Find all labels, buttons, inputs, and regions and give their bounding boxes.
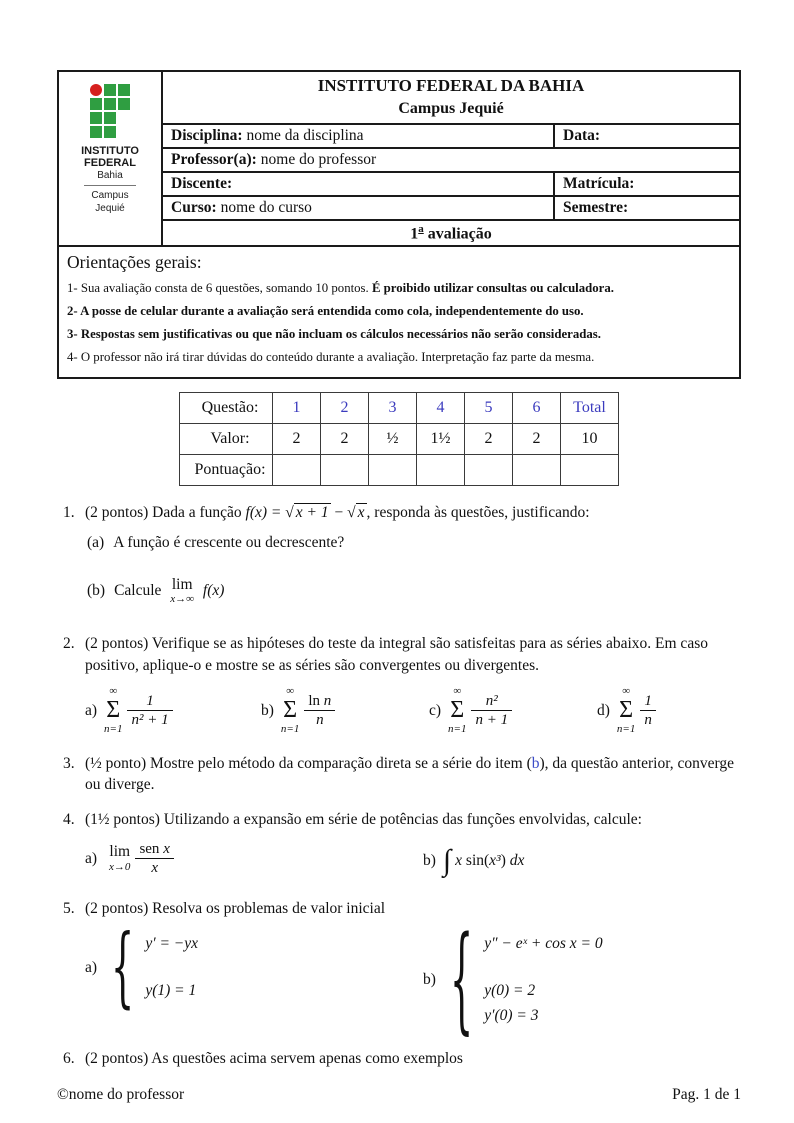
question-4-items bbox=[85, 840, 741, 881]
integral-icon: ∫ bbox=[442, 844, 452, 878]
footer-author: ©nome do professor bbox=[57, 1086, 185, 1103]
question-2-number: 2. bbox=[63, 635, 75, 653]
disciplina-label: Disciplina: bbox=[171, 127, 243, 144]
exam-title-row bbox=[163, 221, 739, 245]
instruction-item-2: 2- A posse de celular durante a avaliação será entendida como cola, independentemente do uso. bbox=[67, 304, 584, 318]
logo-campus-line1: Campus bbox=[91, 190, 129, 202]
valor-q4: 1½ bbox=[417, 424, 465, 455]
pontuacao-q5-cell bbox=[465, 455, 513, 486]
pontuacao-q4-cell bbox=[417, 455, 465, 486]
question-1-link[interactable]: 1 bbox=[273, 393, 321, 424]
question-6-link[interactable]: 6 bbox=[513, 393, 561, 424]
question-3-link[interactable]: 3 bbox=[369, 393, 417, 424]
question-5-link[interactable]: 5 bbox=[465, 393, 513, 424]
professor-value: nome do professor bbox=[260, 151, 377, 168]
pontuacao-total-cell bbox=[561, 455, 619, 486]
curso-label: Curso: bbox=[171, 199, 217, 216]
question-4-link[interactable]: 4 bbox=[417, 393, 465, 424]
question-3-statement: (½ ponto) Mostre pelo método da comparação direta se a série do item (b), da questão anterior, converge ou diverge. bbox=[85, 755, 734, 794]
series-d: d) ∞ Σ n=1 $\frac{1}{n}$ bbox=[597, 686, 741, 735]
pontuacao-q2-cell bbox=[321, 455, 369, 486]
professor-label: Professor(a): bbox=[171, 151, 257, 168]
disciplina-value: nome da disciplina bbox=[246, 127, 364, 144]
questao-label: Questão: bbox=[180, 393, 273, 424]
question-6-statement: (2 pontos) As questões acima servem apenas como exemplos bbox=[85, 1050, 463, 1068]
instruction-item-3: 3- Respostas sem justificativas ou que não incluam os cálculos necessários não serão consideradas. bbox=[67, 327, 601, 341]
page-footer bbox=[57, 1086, 741, 1104]
left-brace-icon: { bbox=[449, 910, 474, 1046]
ivp-a-equation: y′ = −yx bbox=[145, 934, 199, 952]
logo-campus-line2: Jequié bbox=[95, 202, 125, 214]
left-brace-icon: { bbox=[110, 914, 135, 1018]
item-b-reference-link[interactable]: b bbox=[531, 755, 540, 772]
footer-page-number: Pag. 1 de 1 bbox=[672, 1086, 741, 1103]
pontuacao-q1-cell bbox=[273, 455, 321, 486]
question-1-number: 1. bbox=[63, 504, 75, 521]
score-row-valor bbox=[180, 424, 619, 455]
question-1 bbox=[63, 502, 741, 605]
question-1b: (b) Calcule lim x→∞ f(x) bbox=[87, 575, 225, 606]
series-b: b) ∞ Σ n=1 $\frac{\text{ln n}}{n}$ bbox=[261, 686, 429, 735]
question-4 bbox=[63, 809, 741, 882]
question-2-series bbox=[85, 686, 741, 735]
instruction-item-4: 4- O professor não irá tirar dúvidas do conteúdo durante a avaliação. Interpretação faz parte da mesma. bbox=[67, 350, 595, 364]
question-6 bbox=[63, 1048, 741, 1069]
question-6-number: 6. bbox=[63, 1050, 75, 1068]
curso-value: nome do curso bbox=[220, 199, 312, 216]
ifba-logo-mark-icon bbox=[90, 84, 130, 138]
valor-label: Valor: bbox=[180, 424, 273, 455]
pontuacao-q3-cell bbox=[369, 455, 417, 486]
institution-title: INSTITUTO FEDERAL DA BAHIA bbox=[317, 76, 585, 95]
valor-total: 10 bbox=[561, 424, 619, 455]
summation-icon: ∞ Σ n=1 bbox=[448, 685, 467, 735]
question-3 bbox=[63, 753, 741, 796]
question-5a-system: a) { y′ = −yx y(1) = 1 bbox=[85, 933, 423, 1002]
exam-title: 1$^a$ avaliação bbox=[410, 222, 492, 243]
series-c: c) ∞ Σ n=1 $\frac{\text{n²}}{n + 1}$ bbox=[429, 686, 597, 735]
series-a: a) ∞ Σ n=1 $\frac{1}{\text{n² + 1}}$ bbox=[85, 686, 261, 735]
question-3-number: 3. bbox=[63, 755, 75, 772]
sqrt-expression: √ x bbox=[347, 504, 365, 521]
summation-icon: ∞ Σ n=1 bbox=[104, 685, 123, 735]
score-row-pontuacao bbox=[180, 455, 619, 486]
summation-icon: ∞ Σ n=1 bbox=[280, 685, 300, 735]
summation-icon: ∞ Σ n=1 bbox=[616, 685, 636, 735]
question-5b-system: b) { y″ − eˣ + cos x = 0 y(0) = 2 y′(0) = 3 bbox=[423, 933, 741, 1026]
ifba-logo bbox=[59, 72, 163, 245]
pontuacao-label: Pontuação: bbox=[180, 455, 273, 486]
question-5-statement: (2 pontos) Resolva os problemas de valor inicial bbox=[85, 899, 386, 917]
semestre-label: Semestre: bbox=[563, 199, 629, 216]
instructions-heading: Orientações gerais: bbox=[67, 252, 202, 272]
limit-expression: lim x→0 bbox=[109, 843, 131, 873]
pontuacao-q6-cell bbox=[513, 455, 561, 486]
campus-subtitle: Campus Jequié bbox=[163, 100, 739, 125]
question-4-number: 4. bbox=[63, 810, 75, 828]
question-5 bbox=[63, 898, 741, 1046]
logo-wordmark-line2: FEDERAL bbox=[84, 157, 136, 170]
ivp-a-condition: y(1) = 1 bbox=[145, 982, 197, 1000]
page-content bbox=[57, 70, 741, 1069]
limit-expression: lim x→∞ bbox=[170, 575, 195, 606]
question-4-statement: (1½ pontos) Utilizando a expansão em série de potências das funções envolvidas, calcule: bbox=[85, 810, 642, 828]
exam-header-table bbox=[57, 70, 741, 247]
total-link[interactable]: Total bbox=[561, 393, 619, 424]
question-5-items bbox=[85, 910, 741, 1046]
sqrt-expression: √ x + 1 bbox=[285, 504, 329, 521]
question-4b: b) ∫ x sin(x³) dx bbox=[423, 840, 741, 881]
logo-region-label: Bahia bbox=[97, 170, 123, 182]
valor-q6: 2 bbox=[513, 424, 561, 455]
question-2-statement: (2 pontos) Verifique se as hipóteses do teste da integral são satisfeitas para as séries abaixo. Em caso positivo, aplique-o e mostre se as séries são convergentes ou divergentes. bbox=[85, 635, 708, 674]
questions-list bbox=[57, 502, 741, 1069]
valor-q1: 2 bbox=[273, 424, 321, 455]
question-1a: (a) A função é crescente ou decrescente? bbox=[87, 534, 345, 552]
question-2-link[interactable]: 2 bbox=[321, 393, 369, 424]
matricula-label: Matrícula: bbox=[563, 175, 635, 192]
ivp-b-condition-2: y′(0) = 3 bbox=[484, 1006, 539, 1024]
question-5-number: 5. bbox=[63, 899, 75, 917]
logo-divider bbox=[84, 185, 136, 186]
valor-q3: ½ bbox=[369, 424, 417, 455]
data-label: Data: bbox=[563, 127, 601, 144]
valor-q5: 2 bbox=[465, 424, 513, 455]
score-table bbox=[179, 392, 619, 486]
logo-wordmark-line1: INSTITUTO bbox=[81, 145, 139, 157]
question-2 bbox=[63, 633, 741, 735]
valor-q2: 2 bbox=[321, 424, 369, 455]
instructions-box bbox=[57, 245, 741, 379]
ivp-b-condition-1: y(0) = 2 bbox=[484, 982, 536, 1000]
question-4a: a) lim x→0 $\frac{\text{sen x}}{x}$ bbox=[85, 840, 423, 877]
score-row-questao bbox=[180, 393, 619, 424]
discente-label: Discente: bbox=[171, 175, 233, 192]
instruction-item-1: 1- Sua avaliação consta de 6 questões, somando 10 pontos. É proibido utilizar consultas ou calculadora. bbox=[67, 281, 614, 295]
ivp-b-equation: y″ − eˣ + cos x = 0 bbox=[484, 934, 603, 952]
header-fields bbox=[163, 72, 739, 245]
question-1-statement: (2 pontos) Dada a função f(x) = √ x + 1 − √ x , responda às questões, justificando: bbox=[85, 504, 590, 521]
